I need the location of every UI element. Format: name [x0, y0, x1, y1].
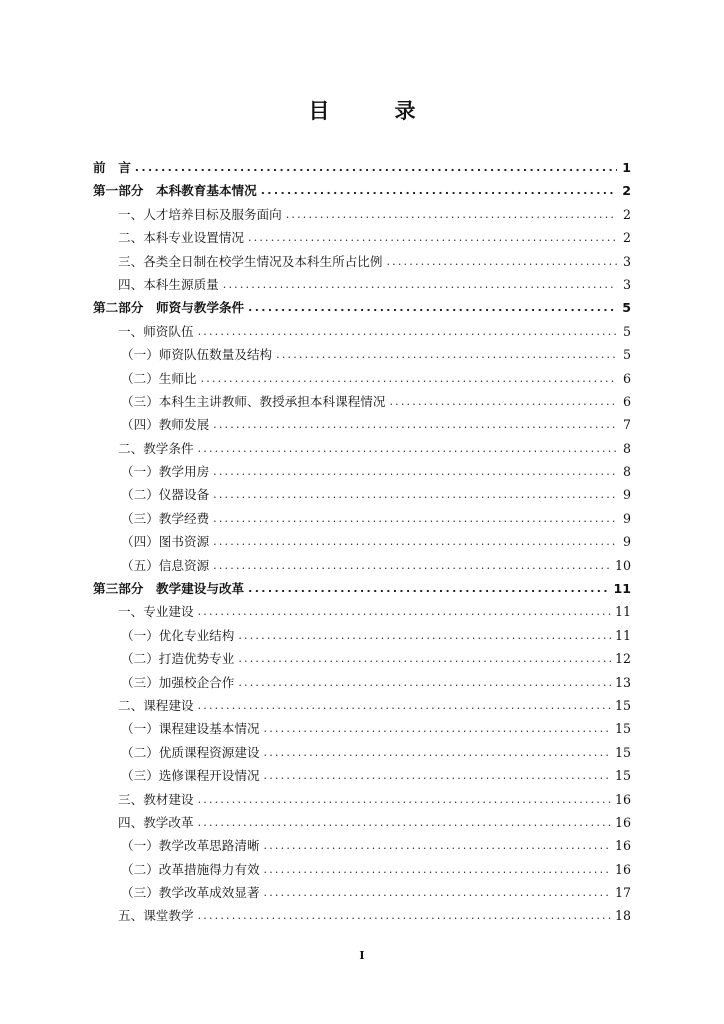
page-number: I: [359, 949, 365, 962]
toc-entry[interactable]: [93, 460, 631, 483]
dot-leader: [264, 881, 611, 904]
toc-entry-title: 第三部分 教学建设与改革: [93, 581, 245, 597]
toc-entry[interactable]: [93, 554, 631, 577]
toc-entry-page: 5: [622, 323, 631, 339]
dot-leader: [264, 764, 611, 787]
toc-entry-page: 2: [622, 183, 631, 199]
toc-entry[interactable]: [93, 367, 631, 390]
dot-leader: [238, 647, 611, 670]
toc-entry[interactable]: [93, 530, 631, 553]
toc-entry-page: 18: [614, 908, 631, 924]
toc-entry-page: 1: [622, 159, 631, 175]
toc-entry-page: 15: [614, 721, 631, 737]
toc-entry[interactable]: [93, 296, 631, 319]
dot-leader: [213, 507, 617, 530]
dot-leader: [198, 694, 611, 717]
toc-entry-page: 10: [614, 557, 631, 573]
toc-entry-title: （一）课程建设基本情况: [121, 721, 260, 737]
dot-leader: [213, 460, 617, 483]
toc-entry-page: 3: [622, 253, 631, 269]
toc-entry[interactable]: [93, 203, 631, 226]
dot-leader: [286, 203, 617, 226]
toc-entry[interactable]: [93, 624, 631, 647]
dot-leader: [198, 788, 611, 811]
toc-entry-page: 8: [622, 464, 631, 480]
toc-entry-title: （四）教师发展: [121, 417, 210, 433]
dot-leader: [198, 600, 611, 623]
toc-entry[interactable]: [93, 226, 631, 249]
dot-leader: [213, 413, 617, 436]
toc-entry[interactable]: [93, 343, 631, 366]
toc-entry-page: 6: [622, 393, 631, 409]
toc-entry[interactable]: [93, 413, 631, 436]
dot-leader: [264, 717, 611, 740]
toc-entry-page: 15: [614, 697, 631, 713]
toc-entry-title: （三）本科生主讲教师、教授承担本科课程情况: [121, 393, 386, 409]
toc-entry-page: 3: [622, 276, 631, 292]
toc-entry-page: 9: [622, 487, 631, 503]
toc-entry-page: 2: [622, 206, 631, 222]
toc-entry-title: 第二部分 师资与教学条件: [93, 300, 245, 316]
toc-entry-page: 16: [614, 861, 631, 877]
dot-leader: [213, 530, 617, 553]
toc-entry-title: 二、教学条件: [118, 440, 194, 456]
toc-entry[interactable]: [93, 577, 631, 600]
toc-entry[interactable]: [93, 483, 631, 506]
toc-entry-page: 7: [622, 417, 631, 433]
toc-entry-page: 12: [614, 651, 631, 667]
toc-entry[interactable]: [93, 671, 631, 694]
dot-leader: [238, 624, 611, 647]
toc-entry[interactable]: [93, 179, 631, 202]
dot-leader: [198, 811, 611, 834]
toc-entry-title: 三、各类全日制在校学生情况及本科生所占比例: [118, 253, 383, 269]
dot-leader: [198, 904, 611, 927]
toc-entry-title: （一）教学改革思路清晰: [121, 838, 260, 854]
page-title: 目 录: [308, 99, 438, 123]
dot-leader: [201, 367, 617, 390]
toc-entry-title: （三）教学经费: [121, 510, 210, 526]
toc-entry-title: 前 言: [93, 159, 131, 175]
dot-leader: [248, 226, 617, 249]
toc-entry-title: （一）优化专业结构: [121, 627, 235, 643]
toc-entry-title: 四、教学改革: [118, 814, 194, 830]
dot-leader: [264, 858, 611, 881]
toc-entry-title: （二）改革措施得力有效: [121, 861, 260, 877]
toc-entry[interactable]: [93, 250, 631, 273]
toc-entry-page: 8: [622, 440, 631, 456]
dot-leader: [264, 741, 611, 764]
toc-entry[interactable]: [93, 390, 631, 413]
toc-entry-title: （三）选修课程开设情况: [121, 768, 260, 784]
toc-entry-page: 2: [622, 230, 631, 246]
toc-entry-title: 一、师资队伍: [118, 323, 194, 339]
toc-entry-page: 5: [622, 300, 631, 316]
toc-entry[interactable]: [93, 320, 631, 343]
toc-entry-title: 一、人才培养目标及服务面向: [118, 206, 282, 222]
toc-entry-page: 11: [614, 604, 631, 620]
toc-entry[interactable]: [93, 788, 631, 811]
toc-entry-title: （三）教学改革成效显著: [121, 885, 260, 901]
toc-entry[interactable]: [93, 437, 631, 460]
toc-entry[interactable]: [93, 858, 631, 881]
dot-leader: [276, 343, 617, 366]
dot-leader: [238, 671, 611, 694]
dot-leader: [386, 250, 617, 273]
toc-entry[interactable]: [93, 273, 631, 296]
toc-entry-title: （一）师资队伍数量及结构: [121, 347, 273, 363]
toc-entry[interactable]: [93, 507, 631, 530]
toc-entry[interactable]: [93, 741, 631, 764]
toc-entry-title: （二）仪器设备: [121, 487, 210, 503]
toc-entry[interactable]: [93, 600, 631, 623]
toc-entry-page: 15: [614, 768, 631, 784]
toc-entry-title: （二）生师比: [121, 370, 197, 386]
dot-leader: [248, 577, 609, 600]
toc-entry-title: 二、课程建设: [118, 697, 194, 713]
toc-entry-page: 16: [614, 838, 631, 854]
toc-entry[interactable]: [93, 881, 631, 904]
toc-entry-title: 五、课堂教学: [118, 908, 194, 924]
dot-leader: [213, 554, 611, 577]
toc-entry-title: （一）教学用房: [121, 464, 210, 480]
toc-entry-page: 15: [614, 744, 631, 760]
table-of-contents: [93, 156, 631, 928]
toc-entry-page: 6: [622, 370, 631, 386]
toc-entry[interactable]: [93, 694, 631, 717]
toc-entry[interactable]: [93, 834, 631, 857]
toc-entry-title: （二）打造优势专业: [121, 651, 235, 667]
toc-entry-page: 11: [613, 581, 631, 597]
toc-entry-page: 5: [622, 347, 631, 363]
toc-entry-title: 一、专业建设: [118, 604, 194, 620]
dot-leader: [135, 156, 617, 179]
toc-entry-title: 第一部分 本科教育基本情况: [93, 183, 257, 199]
toc-entry-page: 16: [614, 791, 631, 807]
toc-entry[interactable]: [93, 156, 631, 179]
toc-entry[interactable]: [93, 811, 631, 834]
toc-entry[interactable]: [93, 647, 631, 670]
toc-entry-page: 16: [614, 814, 631, 830]
dot-leader: [389, 390, 617, 413]
toc-entry-title: （二）优质课程资源建设: [121, 744, 260, 760]
dot-leader: [264, 834, 611, 857]
dot-leader: [223, 273, 617, 296]
toc-entry-page: 11: [614, 627, 631, 643]
toc-entry-title: 四、本科生源质量: [118, 276, 219, 292]
dot-leader: [248, 296, 617, 319]
dot-leader: [213, 483, 617, 506]
dot-leader: [198, 320, 617, 343]
toc-entry-page: 9: [622, 510, 631, 526]
dot-leader: [261, 179, 617, 202]
toc-entry-title: （四）图书资源: [121, 534, 210, 550]
toc-entry-title: 三、教材建设: [118, 791, 194, 807]
toc-entry[interactable]: [93, 905, 631, 928]
toc-entry[interactable]: [93, 764, 631, 787]
toc-entry-title: （三）加强校企合作: [121, 674, 235, 690]
dot-leader: [198, 437, 617, 460]
toc-entry-title: （五）信息资源: [121, 557, 210, 573]
toc-entry[interactable]: [93, 717, 631, 740]
toc-entry-page: 17: [614, 885, 631, 901]
toc-entry-page: 13: [614, 674, 631, 690]
toc-entry-title: 二、本科专业设置情况: [118, 230, 244, 246]
toc-entry-page: 9: [622, 534, 631, 550]
